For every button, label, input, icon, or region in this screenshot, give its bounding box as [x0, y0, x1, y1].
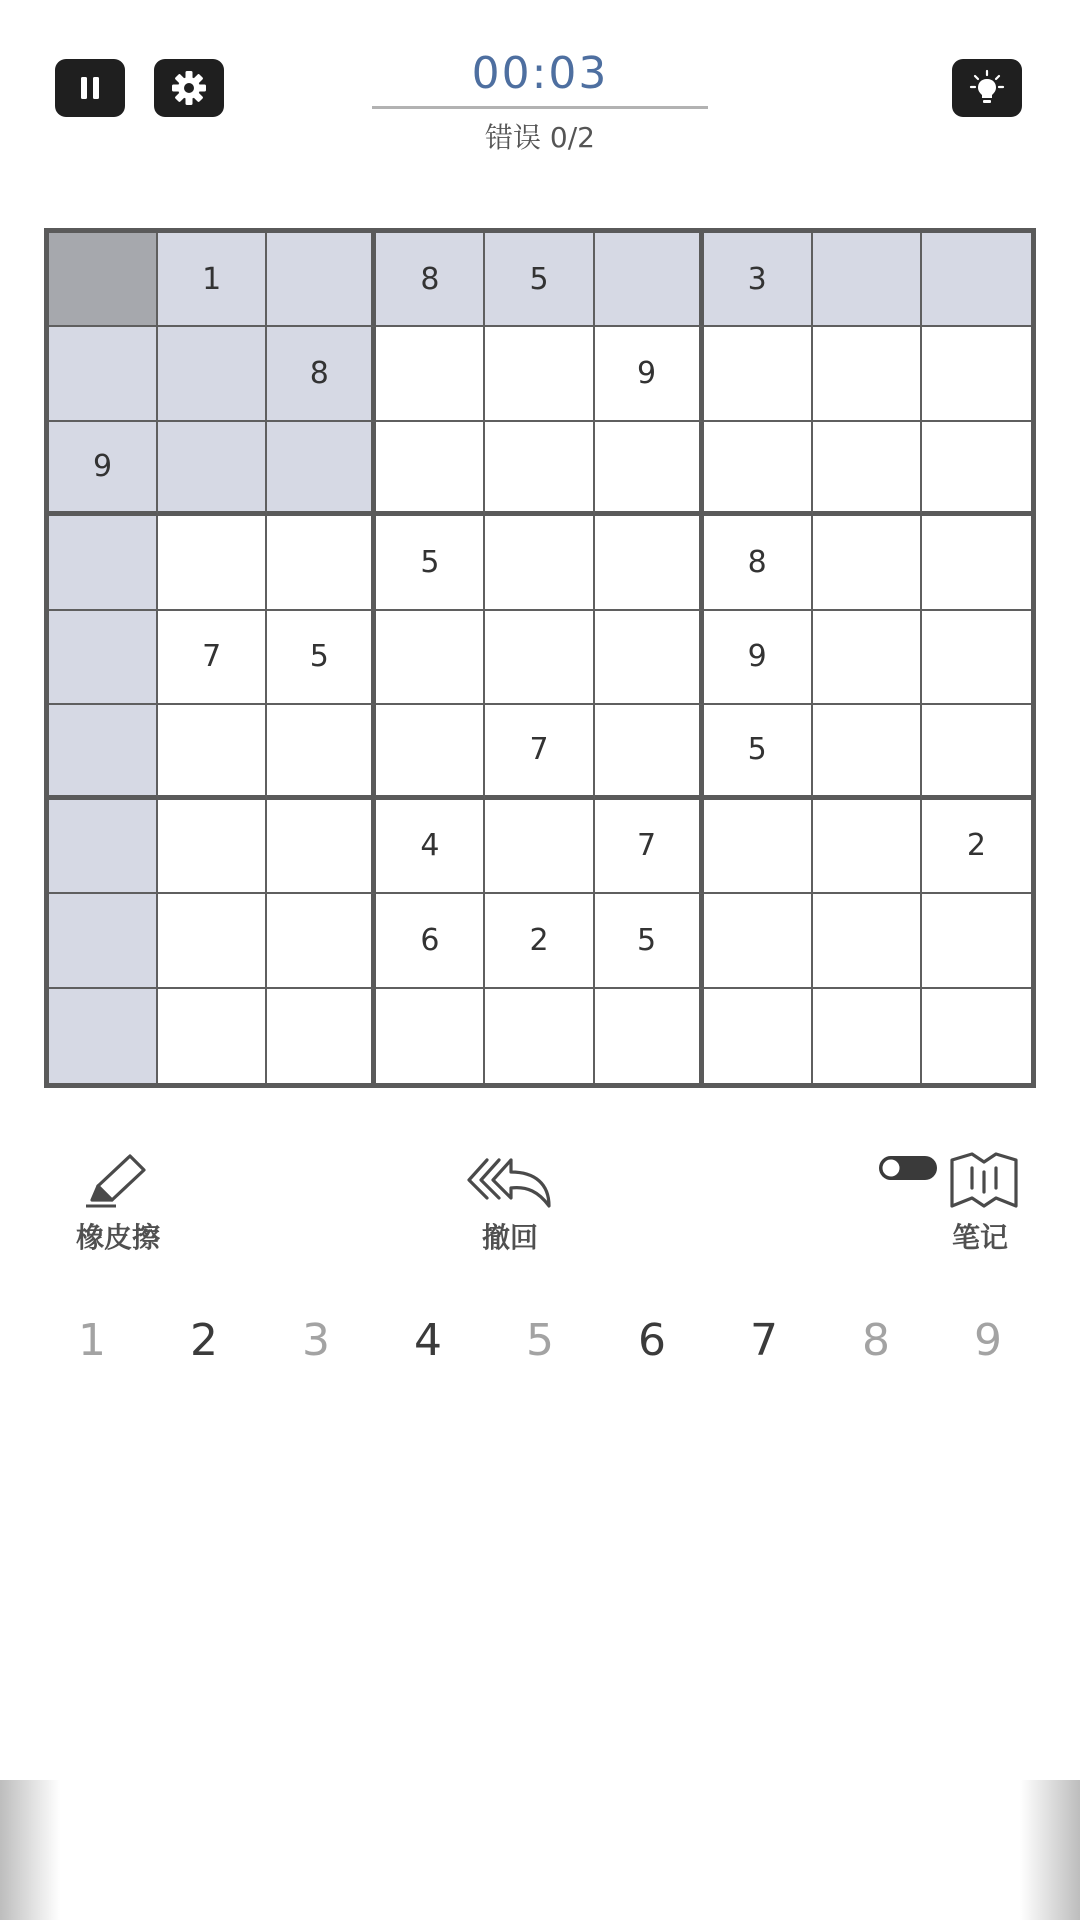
- board-cell-r8c7[interactable]: [704, 894, 813, 988]
- timer: 00:03: [471, 48, 609, 99]
- settings-button[interactable]: [154, 59, 224, 117]
- number-button-4[interactable]: 4: [414, 1315, 442, 1366]
- board-cell-r1c1[interactable]: [49, 233, 158, 327]
- board-cell-r7c2[interactable]: [158, 800, 267, 894]
- mistakes-counter: 错误 0/2: [485, 121, 595, 154]
- board-cell-r7c4[interactable]: 4: [376, 800, 485, 894]
- board-cell-r2c1[interactable]: [49, 327, 158, 421]
- board-cell-r3c6[interactable]: [595, 422, 704, 516]
- board-cell-r6c8[interactable]: [813, 705, 922, 799]
- undo-arrow-icon: [465, 1154, 555, 1210]
- pencil-eraser-icon: [82, 1150, 154, 1210]
- board-cell-r2c6[interactable]: 9: [595, 327, 704, 421]
- board-cell-r2c3[interactable]: 8: [267, 327, 376, 421]
- number-button-1[interactable]: 1: [78, 1315, 106, 1366]
- number-button-2[interactable]: 2: [190, 1315, 218, 1366]
- pause-icon: [75, 73, 105, 103]
- board-cell-r5c7[interactable]: 9: [704, 611, 813, 705]
- board-cell-r9c8[interactable]: [813, 989, 922, 1083]
- board-cell-r6c3[interactable]: [267, 705, 376, 799]
- board-cell-r2c7[interactable]: [704, 327, 813, 421]
- corner-shade-right: [1020, 1780, 1080, 1920]
- board-cell-r3c4[interactable]: [376, 422, 485, 516]
- pause-button[interactable]: [55, 59, 125, 117]
- board-cell-r8c6[interactable]: 5: [595, 894, 704, 988]
- board-cell-r6c9[interactable]: [922, 705, 1031, 799]
- board-cell-r2c8[interactable]: [813, 327, 922, 421]
- board-cell-r5c8[interactable]: [813, 611, 922, 705]
- board-cell-r6c5[interactable]: 7: [485, 705, 594, 799]
- board-cell-r1c5[interactable]: 5: [485, 233, 594, 327]
- number-pad: [36, 1315, 1044, 1366]
- sudoku-board: [44, 228, 1036, 1088]
- board-cell-r6c6[interactable]: [595, 705, 704, 799]
- board-cell-r9c5[interactable]: [485, 989, 594, 1083]
- board-cell-r1c6[interactable]: [595, 233, 704, 327]
- board-cell-r7c7[interactable]: [704, 800, 813, 894]
- board-cell-r6c4[interactable]: [376, 705, 485, 799]
- board-cell-r5c4[interactable]: [376, 611, 485, 705]
- eraser-button[interactable]: [58, 1148, 178, 1256]
- board-cell-r9c9[interactable]: [922, 989, 1031, 1083]
- number-button-7[interactable]: 7: [750, 1315, 778, 1366]
- board-cell-r3c3[interactable]: [267, 422, 376, 516]
- board-cell-r7c5[interactable]: [485, 800, 594, 894]
- board-cell-r1c2[interactable]: 1: [158, 233, 267, 327]
- board-cell-r4c1[interactable]: [49, 516, 158, 610]
- board-cell-r2c9[interactable]: [922, 327, 1031, 421]
- board-cell-r9c6[interactable]: [595, 989, 704, 1083]
- board-cell-r5c3[interactable]: 5: [267, 611, 376, 705]
- board-cell-r7c6[interactable]: 7: [595, 800, 704, 894]
- undo-label: 撤回: [481, 1221, 538, 1254]
- board-cell-r8c1[interactable]: [49, 894, 158, 988]
- board-cell-r2c2[interactable]: [158, 327, 267, 421]
- number-button-8[interactable]: 8: [862, 1315, 890, 1366]
- number-button-3[interactable]: 3: [302, 1315, 330, 1366]
- board-cell-r9c4[interactable]: [376, 989, 485, 1083]
- board-cell-r8c9[interactable]: [922, 894, 1031, 988]
- board-cell-r4c4[interactable]: 5: [376, 516, 485, 610]
- board-cell-r3c5[interactable]: [485, 422, 594, 516]
- notes-button[interactable]: [860, 1148, 1020, 1256]
- board-cell-r8c2[interactable]: [158, 894, 267, 988]
- board-cell-r8c4[interactable]: 6: [376, 894, 485, 988]
- number-button-9[interactable]: 9: [974, 1315, 1002, 1366]
- timer-underline: [372, 106, 708, 109]
- board-cell-r7c9[interactable]: 2: [922, 800, 1031, 894]
- board-cell-r4c8[interactable]: [813, 516, 922, 610]
- board-cell-r7c8[interactable]: [813, 800, 922, 894]
- board-cell-r7c3[interactable]: [267, 800, 376, 894]
- board-cell-r4c9[interactable]: [922, 516, 1031, 610]
- board-cell-r2c5[interactable]: [485, 327, 594, 421]
- board-cell-r1c4[interactable]: 8: [376, 233, 485, 327]
- board-cell-r5c9[interactable]: [922, 611, 1031, 705]
- board-cell-r5c6[interactable]: [595, 611, 704, 705]
- board-cell-r1c8[interactable]: [813, 233, 922, 327]
- board-cell-r2c4[interactable]: [376, 327, 485, 421]
- board-cell-r3c9[interactable]: [922, 422, 1031, 516]
- eraser-label: 橡皮擦: [75, 1221, 160, 1254]
- board-cell-r4c3[interactable]: [267, 516, 376, 610]
- board-cell-r6c1[interactable]: [49, 705, 158, 799]
- board-cell-r5c2[interactable]: 7: [158, 611, 267, 705]
- board-cell-r8c3[interactable]: [267, 894, 376, 988]
- board-cell-r4c7[interactable]: 8: [704, 516, 813, 610]
- board-cell-r9c3[interactable]: [267, 989, 376, 1083]
- notes-label: 笔记: [951, 1221, 1008, 1254]
- undo-button[interactable]: [450, 1148, 570, 1256]
- board-cell-r6c2[interactable]: [158, 705, 267, 799]
- board-cell-r6c7[interactable]: 5: [704, 705, 813, 799]
- board-cell-r4c6[interactable]: [595, 516, 704, 610]
- hint-button[interactable]: [952, 59, 1022, 117]
- board-cell-r3c8[interactable]: [813, 422, 922, 516]
- board-cell-r7c1[interactable]: [49, 800, 158, 894]
- gear-icon: [169, 68, 209, 108]
- board-cell-r5c5[interactable]: [485, 611, 594, 705]
- board-cell-r4c5[interactable]: [485, 516, 594, 610]
- board-cell-r8c8[interactable]: [813, 894, 922, 988]
- board-cell-r9c2[interactable]: [158, 989, 267, 1083]
- board-cell-r3c7[interactable]: [704, 422, 813, 516]
- book-icon: [948, 1150, 1020, 1210]
- number-button-6[interactable]: 6: [638, 1315, 666, 1366]
- corner-shade-left: [0, 1780, 60, 1920]
- board-cell-r9c1[interactable]: [49, 989, 158, 1083]
- board-cell-r1c3[interactable]: [267, 233, 376, 327]
- board-cell-r1c9[interactable]: [922, 233, 1031, 327]
- board-cell-r3c1[interactable]: 9: [49, 422, 158, 516]
- toggle-switch-icon[interactable]: [876, 1148, 942, 1208]
- board-cell-r4c2[interactable]: [158, 516, 267, 610]
- board-cell-r5c1[interactable]: [49, 611, 158, 705]
- lightbulb-icon: [967, 68, 1007, 108]
- board-cell-r1c7[interactable]: 3: [704, 233, 813, 327]
- board-cell-r9c7[interactable]: [704, 989, 813, 1083]
- number-button-5[interactable]: 5: [526, 1315, 554, 1366]
- board-cell-r3c2[interactable]: [158, 422, 267, 516]
- board-cell-r8c5[interactable]: 2: [485, 894, 594, 988]
